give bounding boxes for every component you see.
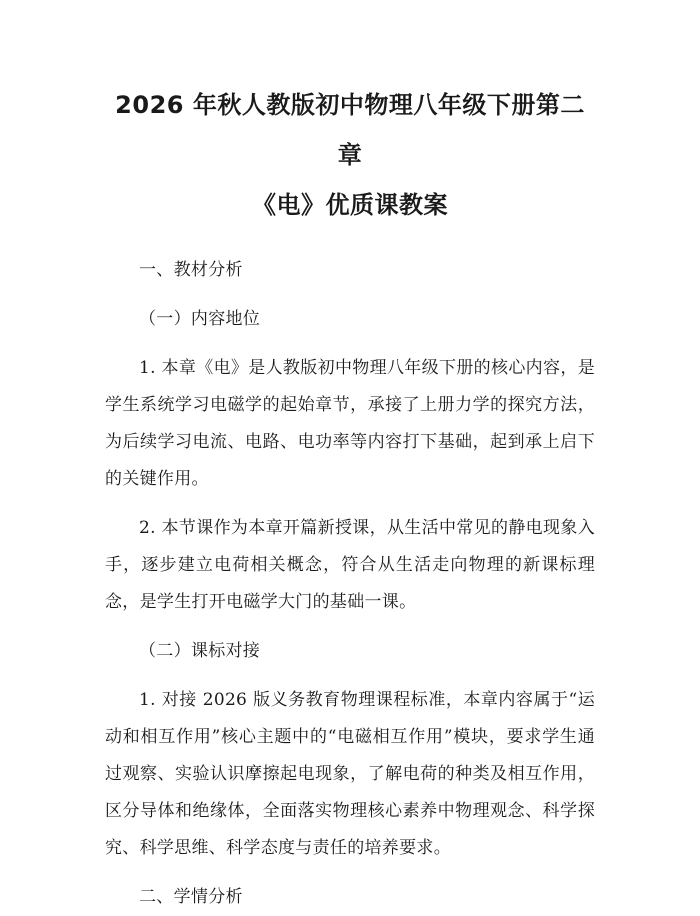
section-heading-student-analysis: 二、学情分析 [139, 887, 243, 907]
title-line-2: 《电》优质课教案 [252, 191, 448, 219]
document-title [105, 80, 595, 230]
title-line-1: 2026 年秋人教版初中物理八年级下册第二章 [115, 91, 585, 169]
section-heading-textbook-analysis: 一、教材分析 [139, 260, 243, 280]
paragraph-content-position-2: 2. 本节课作为本章开篇新授课，从生活中常见的静电现象入手，逐步建立电荷相关概念，符合从生活走向物理的新课标理念，是学生打开电磁学大门的基础一课。 [105, 518, 595, 612]
subheading-content-position: （一）内容地位 [139, 309, 261, 329]
subheading-curriculum-alignment: （二）课标对接 [139, 641, 261, 661]
paragraph-curriculum-alignment-1: 1. 对接 2026 版义务教育物理课程标准，本章内容属于“运动和相互作用”核心主题中的“电磁相互作用”模块，要求学生通过观察、实验认识摩擦起电现象，了解电荷的种类及相互作用，区分导体和绝缘体，全面落实物理核心素养中物理观念、科学探究、科学思维、科学态度与责任的培养要求。 [105, 690, 595, 858]
paragraph-content-position-1: 1. 本章《电》是人教版初中物理八年级下册的核心内容，是学生系统学习电磁学的起始章节，承接了上册力学的探究方法，为后续学习电流、电路、电功率等内容打下基础，起到承上启下的关键作用。 [105, 358, 595, 489]
